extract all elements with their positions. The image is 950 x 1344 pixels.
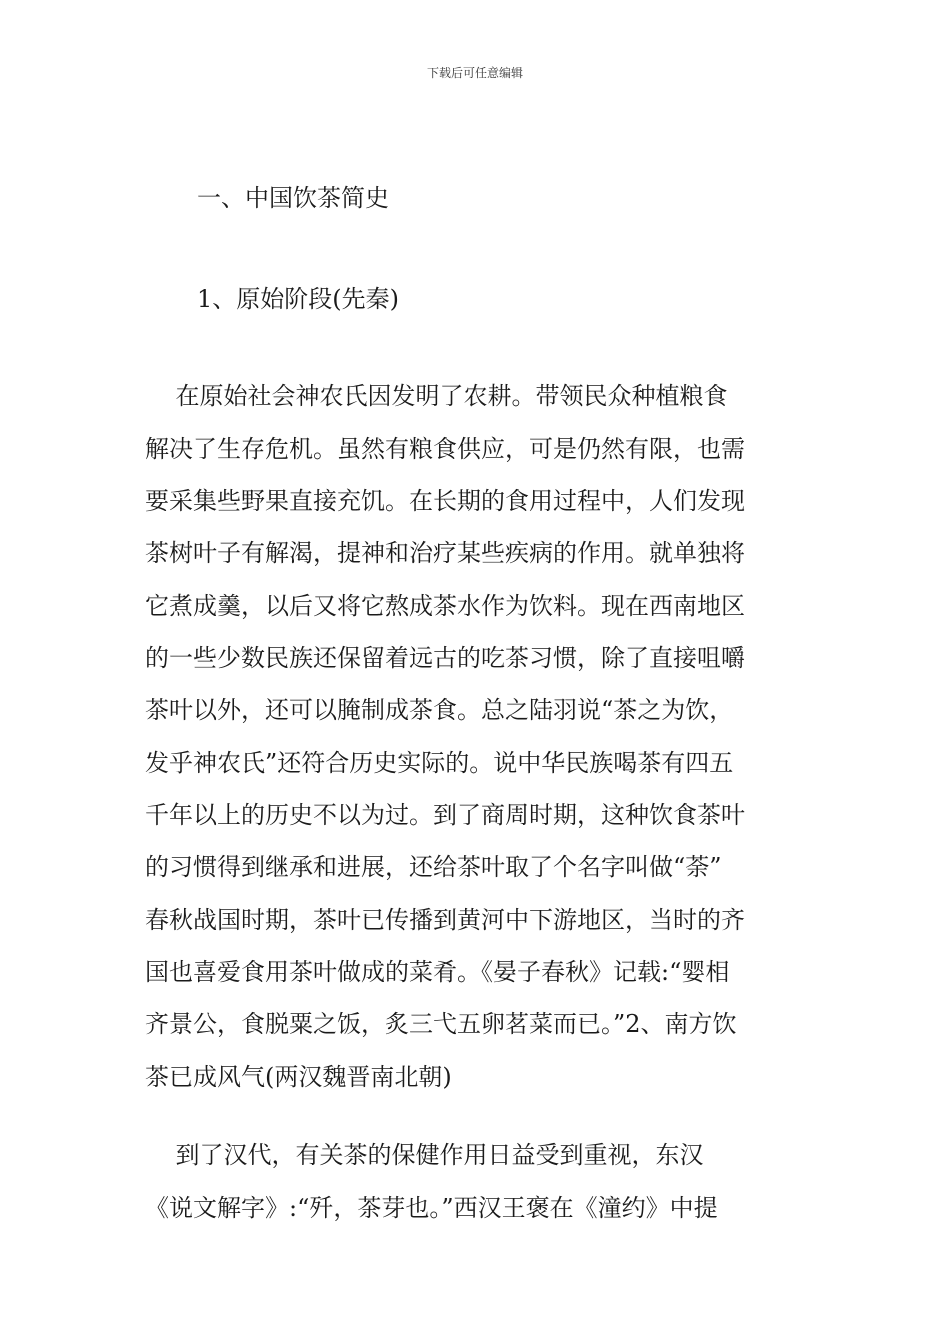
subsection-heading: 1、原始阶段(先秦) xyxy=(197,285,399,313)
paragraph-line: 它煮成羹，以后又将它熬成茶水作为饮料。现在西南地区 xyxy=(145,592,745,620)
page-header-note: 下载后可任意编辑 xyxy=(426,66,523,80)
section-heading: 一、中国饮茶简史 xyxy=(197,184,389,212)
paragraph-line: 的习惯得到继承和进展，还给茶叶取了个名字叫做“荼” xyxy=(145,853,722,881)
paragraph-line: 春秋战国时期，茶叶已传播到黄河中下游地区，当时的齐 xyxy=(145,906,745,934)
paragraph-line: 要采集些野果直接充饥。在长期的食用过程中，人们发现 xyxy=(145,487,745,515)
paragraph-line: 在原始社会神农氏因发明了农耕。带领民众种植粮食 xyxy=(145,382,728,410)
paragraph-line: 茶树叶子有解渴，提神和治疗某些疾病的作用。就单独将 xyxy=(145,539,745,567)
paragraph-line: 茶叶以外，还可以腌制成茶食。总之陆羽说“茶之为饮， xyxy=(145,696,734,724)
paragraph-line: 千年以上的历史不以为过。到了商周时期，这种饮食茶叶 xyxy=(145,801,745,829)
paragraph-line: 的一些少数民族还保留着远古的吃茶习惯，除了直接咀嚼 xyxy=(145,644,745,672)
paragraph-line: 《说文解字》:“歼，茶芽也。”西汉王褒在《潼约》中提 xyxy=(145,1194,718,1222)
paragraph-line: 国也喜爱食用茶叶做成的菜肴。《晏子春秋》记载:“婴相 xyxy=(145,958,730,986)
paragraph-line: 茶已成风气(两汉魏晋南北朝) xyxy=(145,1063,452,1091)
paragraph-line: 解决了生存危机。虽然有粮食供应，可是仍然有限，也需 xyxy=(145,435,745,463)
paragraph-line: 齐景公，食脱粟之饭，炙三弋五卵茗菜而已。”2、南方饮 xyxy=(145,1010,737,1038)
paragraph-line: 到了汉代，有关茶的保健作用日益受到重视，东汉 xyxy=(145,1141,704,1169)
paragraph-line: 发乎神农氏”还符合历史实际的。说中华民族喝茶有四五 xyxy=(145,749,734,777)
